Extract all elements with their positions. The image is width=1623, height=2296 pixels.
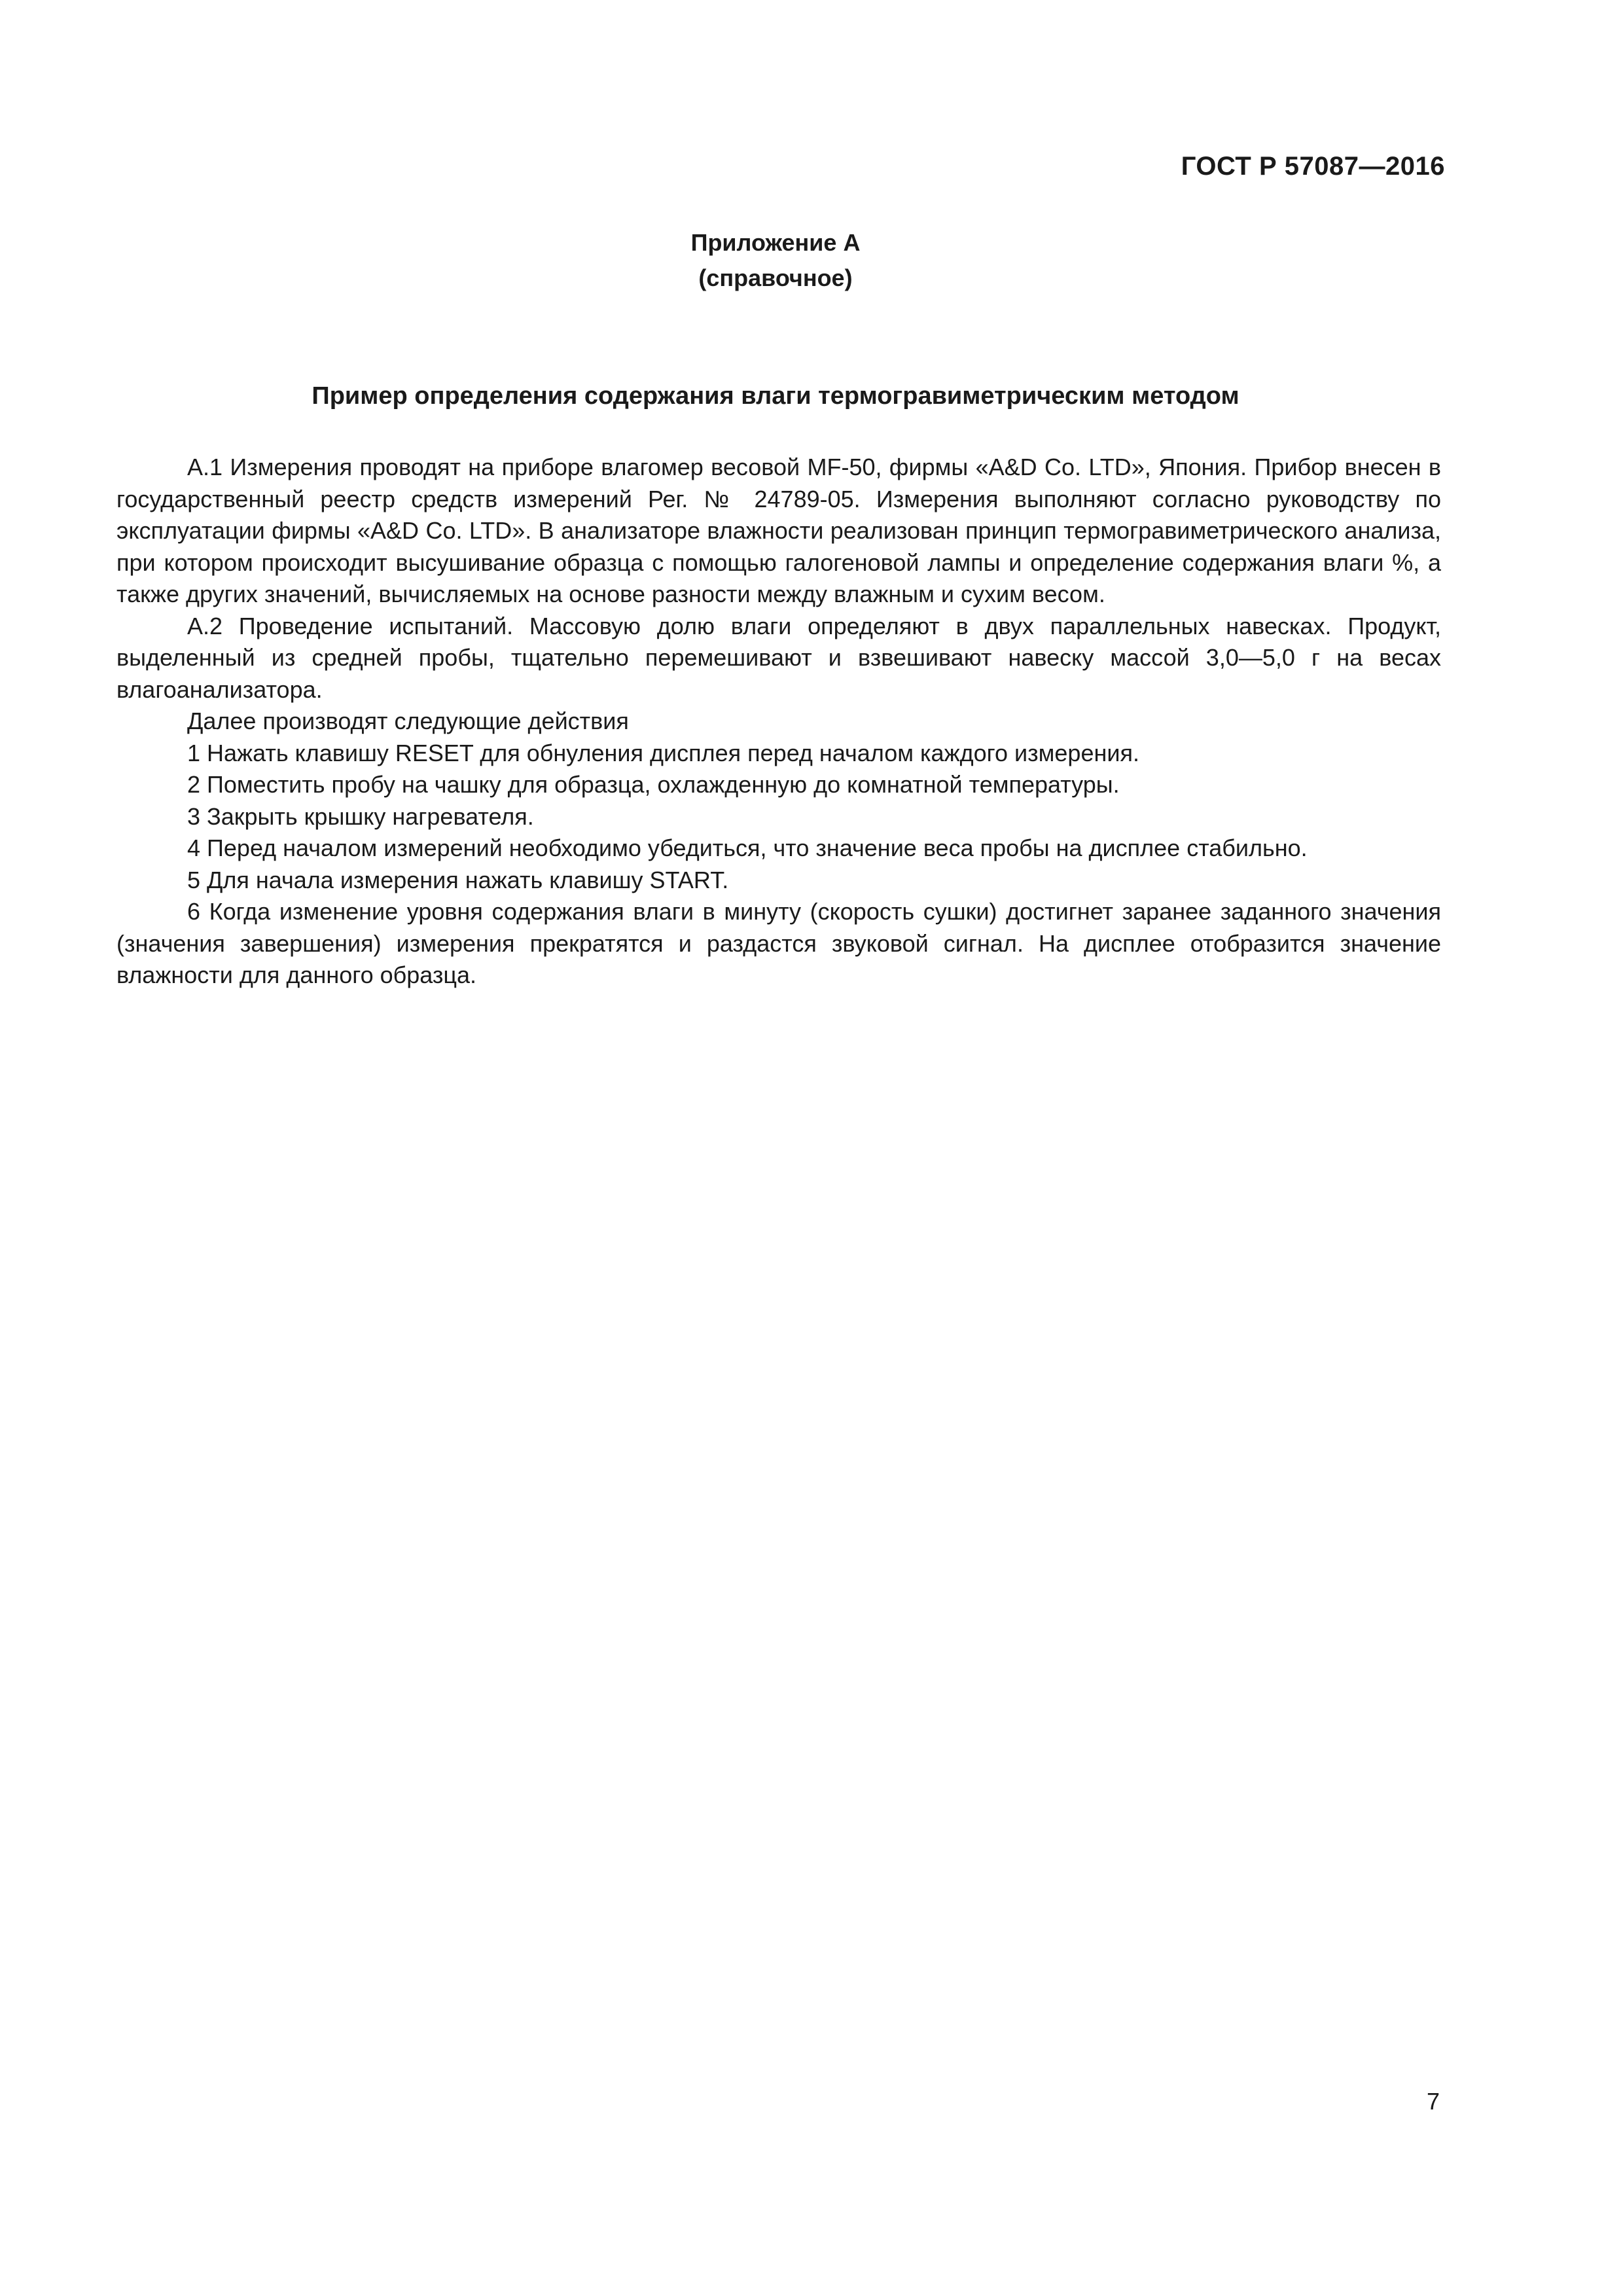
step-item-5: 5 Для начала измерения нажать клавишу START. <box>187 866 729 893</box>
paragraph-a1: А.1 Измерения проводят на приборе влагомер весовой MF-50, фирмы «A&D Co. LTD», Япония. Прибор внесен в государственный реестр средств измерений Рег. № 24789-05. Измерения выполняют согласно руководству по эксплуатации фирмы «A&D Co. LTD». В анализаторе влажности реализован принцип термогравиметрического анализа, при котором происходит высушивание образца с помощью галогеновой лампы и определение содержания влаги %, а также других значений, вычисляемых на основе разности между влажным и сухим весом. <box>116 454 1441 607</box>
step-item-1: 1 Нажать клавишу RESET для обнуления дисплея перед началом каждого измерения. <box>187 739 1139 766</box>
standard-code-header: ГОСТ Р 57087—2016 <box>1181 152 1445 181</box>
page-number: 7 <box>1426 2088 1440 2115</box>
section-title: Пример определения содержания влаги термогравиметрическим методом <box>312 382 1240 410</box>
appendix-heading <box>0 225 1551 296</box>
step-item-2: 2 Поместить пробу на чашку для образца, охлажденную до комнатной температуры. <box>187 771 1120 798</box>
step-item-4: 4 Перед началом измерений необходимо убедиться, что значение веса пробы на дисплее стабильно. <box>187 834 1308 861</box>
step-item-6: 6 Когда изменение уровня содержания влаги в минуту (скорость сушки) достигнет заранее заданного значения (значения завершения) измерения прекратятся и раздастся звуковой сигнал. На дисплее отобразится значение влажности для данного образца. <box>116 898 1441 988</box>
appendix-title: Приложение А <box>690 229 861 256</box>
step-item-3: 3 Закрыть крышку нагревателя. <box>187 802 534 830</box>
appendix-subtitle: (справочное) <box>698 264 853 291</box>
paragraph-steps-intro: Далее производят следующие действия <box>187 708 629 734</box>
paragraph-a2: А.2 Проведение испытаний. Массовую долю влаги определяют в двух параллельных навесках. Продукт, выделенный из средней пробы, тщательно перемешивают и взвешивают навеску массой 3,0—5,0 г на весах влагоанализатора. <box>116 612 1441 703</box>
document-body <box>116 452 1441 992</box>
